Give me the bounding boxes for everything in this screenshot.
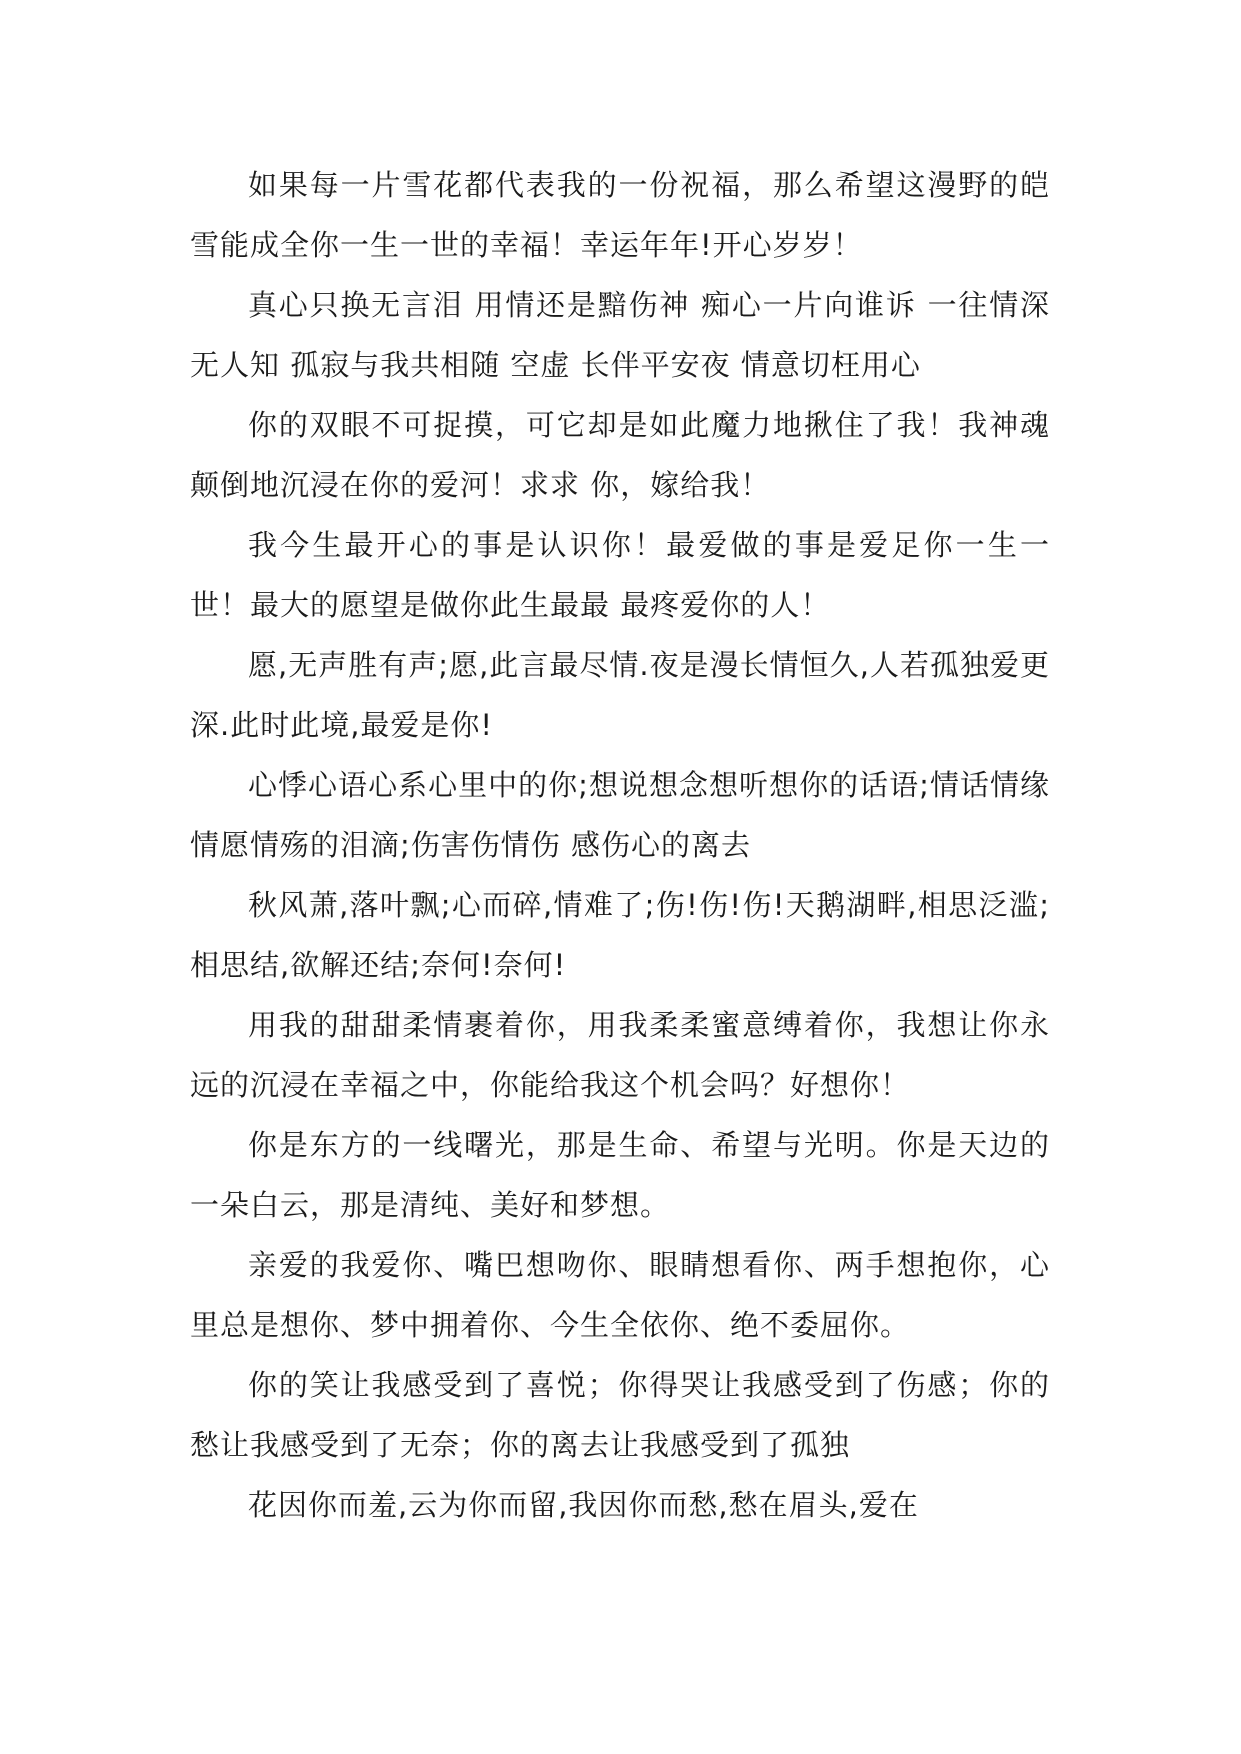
paragraph: 愿,无声胜有声;愿,此言最尽情.夜是漫长情恒久,人若孤独爱更深.此时此境,最爱是你! — [190, 648, 1050, 742]
paragraph: 我今生最开心的事是认识你！最爱做的事是爱足你一生一世！最大的愿望是做你此生最最 最疼爱你的人！ — [190, 528, 1050, 622]
paragraph: 花因你而羞,云为你而留,我因你而愁,愁在眉头,爱在 — [248, 1488, 919, 1522]
paragraph: 你的笑让我感受到了喜悦；你得哭让我感受到了伤感；你的愁让我感受到了无奈；你的离去让我感受到了孤独 — [190, 1368, 1050, 1462]
paragraph: 心悸心语心系心里中的你;想说想念想听想你的话语;情话情缘情愿情殇的泪滴;伤害伤情伤 感伤心的离去 — [190, 768, 1050, 862]
paragraph: 你的双眼不可捉摸，可它却是如此魔力地揪住了我！我神魂颠倒地沉浸在你的爱河！求求 你，嫁给我！ — [190, 408, 1050, 502]
paragraph: 秋风萧,落叶飘;心而碎,情难了;伤!伤!伤!天鹅湖畔,相思泛滥;相思结,欲解还结;奈何!奈何! — [190, 888, 1050, 982]
paragraph: 亲爱的我爱你、嘴巴想吻你、眼睛想看你、两手想抱你，心里总是想你、梦中拥着你、今生全依你、绝不委屈你。 — [190, 1248, 1050, 1342]
document-body — [190, 155, 1050, 1535]
paragraph: 真心只换无言泪 用情还是黯伤神 痴心一片向谁诉 一往情深无人知 孤寂与我共相随 空虚 长伴平安夜 情意切枉用心 — [190, 288, 1050, 382]
paragraph: 用我的甜甜柔情裹着你，用我柔柔蜜意缚着你，我想让你永远的沉浸在幸福之中，你能给我这个机会吗？好想你！ — [190, 1008, 1050, 1102]
paragraph: 如果每一片雪花都代表我的一份祝福，那么希望这漫野的皑雪能成全你一生一世的幸福！幸运年年!开心岁岁！ — [190, 168, 1050, 262]
paragraph: 你是东方的一线曙光，那是生命、希望与光明。你是天边的一朵白云，那是清纯、美好和梦想。 — [190, 1128, 1050, 1222]
